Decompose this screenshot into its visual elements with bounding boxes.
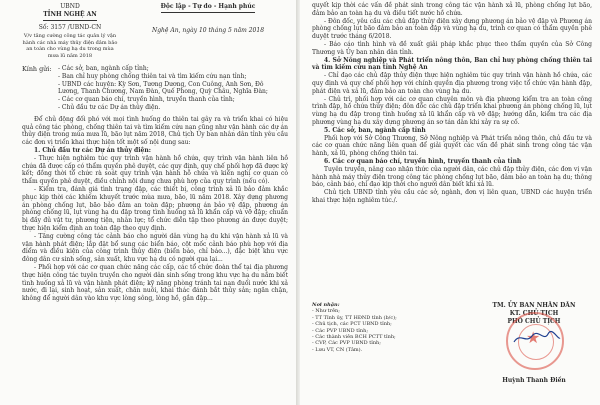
page-right bbox=[300, 0, 600, 405]
body-paragraph: - Kiểm tra, đánh giá tình trạng đập, các thiết bị, công trình xả lũ bảo đảm khắc phục kịp thời các khiếm khuyết trước mùa mưa, bão, lũ năm 2018. Xây dựng phương án phòng chống lụt, bão bảo đảm an toàn đập; phương án bảo vệ đập, phương án phòng chống lũ, lụt vùng hạ du đập trong tình huống xả lũ khẩn cấp và vỡ đập; chuẩn bị đầy đủ vật tư, phương tiện, nhân lực; tổ chức diễn tập theo phương án được duyệt; thực hiện kiểm định an toàn đập theo quy định. bbox=[22, 185, 288, 232]
recipients-title: Kính gửi: bbox=[22, 65, 52, 74]
body-paragraph: quyết kịp thời các vấn đề phát sinh trong công tác vận hành xả lũ, phòng chống lụt bão, đảm bảo an toàn hạ du và điều tiết nước hồ chứa. bbox=[312, 2, 592, 17]
body-paragraph: - Tăng cường công tác cảnh báo cho người dân vùng hạ du khi vận hành xả lũ và vận hành phát điện; lắp đặt bổ sung các biển báo, cột mốc cảnh báo phù hợp với địa điểm và điều kiện của công trình thủy điện (biển báo, chỉ báo...), đặc biệt khu vực đông dân cư sinh sống, sản xuất, khu vực hạ du có người qua lại... bbox=[22, 232, 288, 264]
body-paragraph: - Chỉ đạo các chủ đập thủy điện thực hiện nghiêm túc quy trình vận hành hồ chứa, các quy định và quy chế phối hợp với chính quyền địa phương trong việc tổ chức vận hành đập, phát điện và xả lũ, đảm bảo an toàn cho vùng hạ du. bbox=[312, 72, 592, 95]
recipients-section bbox=[22, 65, 288, 112]
recipient-item: - Các sở, ban, ngành cấp tỉnh; bbox=[58, 65, 149, 73]
document-subject: V/v tăng cường công tác quản lý vận hành các nhà máy thủy điện đảm bảo an toàn cho vùng hạ du trong mùa mưa lũ năm 2018 bbox=[22, 33, 118, 59]
distribution-title: Nơi nhận: bbox=[312, 302, 340, 308]
national-motto: Độc lập - Tự do - Hạnh phúc bbox=[128, 3, 288, 13]
body-right bbox=[312, 2, 592, 205]
body-paragraph: - Thực hiện nghiêm túc quy trình vận hành hồ chứa, quy trình vận hành liên hồ chứa đã được cấp có thẩm quyền phê duyệt, các quy định, quy chế phối hợp đã được ký kết; đồng thời tổ chức rà soát quy trình vận hành hồ chứa và kiến nghị cơ quan có thẩm quyền phê duyệt, điều chỉnh nội dung chưa phù hợp của quy trình (nếu có). bbox=[22, 154, 288, 186]
recipient-item: - Chủ đầu tư các Dự án thủy điện. bbox=[58, 104, 161, 111]
body-paragraph: Tuyên truyền, nâng cao nhận thức của người dân, các chủ đập thủy điện, các đơn vị vận hành nhà máy thủy điện trong công tác phòng chống lụt bão, đảm bảo an toàn hạ du; thông báo, cảnh báo, chỉ đạo kịp thời cho người dân biết khi xả lũ. bbox=[312, 165, 592, 189]
document-number: Số: 3157 /UBND-CN bbox=[38, 23, 102, 31]
body-paragraph: - Chủ trì, phối hợp với các cơ quan chuyên môn và địa phương kiểm tra an toàn công trình đập, hồ chứa thủy điện; đôn đốc các chủ đập triển khai phương án phòng chống lũ, lụt vùng hạ du đập trong tình huống xả lũ khẩn cấp và vỡ đập; hướng dẫn, kiểm tra các địa phương vùng hạ du xây dựng phương án sơ tán dân khi xảy ra sự cố. bbox=[312, 95, 592, 126]
section-heading: 4. Sở Nông nghiệp và Phát triển nông thôn, Ban chỉ huy phòng chống thiên tai và tìm kiếm cứu nạn tỉnh Nghệ An bbox=[312, 56, 592, 72]
body-paragraph: Để chủ động đối phó với mọi tình huống do thiên tai gây ra và triển khai có hiệu quả công tác phòng, chống thiên tai và tìm kiếm cứu nạn cũng như vận hành các dự án thủy điện trong mùa mưa lũ, bão lụt năm 2018, Chủ tịch Ủy ban nhân dân tỉnh yêu cầu các đơn vị triển khai thực hiện tốt một số nội dung sau: bbox=[22, 115, 288, 147]
signature-block bbox=[474, 302, 594, 385]
section-heading: 1. Chủ đầu tư các Dự án thủy điện: bbox=[34, 146, 151, 154]
issuer-name: TỈNH NGHỆ AN bbox=[22, 11, 118, 21]
signature-line-1: TM. ỦY BAN NHÂN DÂN bbox=[492, 302, 576, 309]
recipient-item: - UBND các huyện: Kỳ Sơn, Tương Dương, Con Cuông, Anh Sơn, Đô Lương, Thanh Chương, Nam Đàn, Quế Phong, Quỳ Châu, Nghĩa Đàn; bbox=[58, 80, 268, 96]
body-paragraph: - Phối hợp với các cơ quan chức năng các cấp, các tổ chức đoàn thể tại địa phương thực hiện công tác tuyên truyền cho người dân sinh sống trong khu vực hạ du nắm biết tình huống xả lũ và vận hành phát điện; kỹ năng phòng tránh tai nạn đuối nước khi xả nước, đi lại, sinh hoạt, sản xuất, chăn nuôi, khai thác đánh bắt thủy sản; ngăn chặn, không để người dân vào khu vực lòng sông, lòng hồ, gần đập... bbox=[22, 263, 288, 303]
signature-line-3: PHÓ CHỦ TỊCH bbox=[507, 317, 561, 325]
distribution-item: - Các PVP UBND tỉnh; bbox=[312, 327, 368, 334]
issuer-block bbox=[22, 3, 118, 59]
distribution-list bbox=[312, 302, 462, 353]
seal-star-icon: ★ bbox=[526, 328, 541, 347]
document-header bbox=[22, 3, 288, 59]
signature-line-2: KT. CHỦ TỊCH bbox=[509, 309, 559, 317]
distribution-item: - TT Tỉnh ủy, TT HĐND tỉnh (b/c); bbox=[312, 314, 397, 321]
body-left bbox=[22, 116, 288, 303]
signer-name: Huỳnh Thanh Điền bbox=[502, 377, 566, 385]
distribution-item: - Như trên; bbox=[312, 308, 340, 315]
distribution-items bbox=[312, 308, 462, 353]
distribution-item: - Các thành viên BCH PCTT tỉnh; bbox=[312, 334, 396, 341]
section-heading: 5. Các sở, ban, ngành cấp tỉnh bbox=[324, 126, 426, 134]
recipient-item: - Ban chỉ huy phòng chống thiên tai và tìm kiếm cứu nạn tỉnh; bbox=[58, 72, 247, 80]
page-left bbox=[0, 0, 296, 405]
motto-block bbox=[128, 3, 288, 59]
section-heading: 6. Các cơ quan báo chí, truyền hình, truyền thanh của tỉnh bbox=[324, 157, 522, 165]
body-paragraph: Phối hợp với Sở Công Thương, Sở Nông nghiệp và Phát triển nông thôn, chủ đầu tư và các cơ quan chức năng liên quan để giải quyết các vấn đề phát sinh trong công tác vận hành, xả lũ, phòng chống thiên tai. bbox=[312, 134, 592, 158]
body-paragraph: Chủ tịch UBND tỉnh yêu cầu các sở, ngành, đơn vị liên quan, UBND các huyện triển khai thực hiện nghiêm túc./. bbox=[312, 189, 592, 204]
distribution-item: - CVP, Các PVP UBND tỉnh; bbox=[312, 340, 381, 347]
recipient-item: - Các cơ quan báo chí, truyền hình, truyền thanh của tỉnh; bbox=[58, 96, 235, 104]
body-paragraph: - Báo cáo tình hình và đề xuất giải pháp khắc phục theo thẩm quyền của Sở Công Thương và Ủy ban nhân dân tỉnh. bbox=[312, 40, 592, 56]
body-paragraph: - Đôn đốc, yêu cầu các chủ đập thủy điện xây dựng phương án bảo vệ đập và Phương án phòng chống lụt bão đảm bảo an toàn đập và vùng hạ du, trình cơ quan có thẩm quyền phê duyệt trước tháng 6/2018. bbox=[312, 17, 592, 41]
issuer-org: UBND bbox=[60, 3, 80, 10]
distribution-item: - Chủ tịch, các PCT UBND tỉnh; bbox=[312, 321, 392, 328]
distribution-item: - Lưu VT, CN (Tâm). bbox=[312, 346, 363, 353]
handwritten-signature-icon bbox=[512, 330, 562, 346]
recipients-list bbox=[58, 65, 278, 112]
place-date: Nghệ An, ngày 10 tháng 5 năm 2018 bbox=[151, 26, 265, 34]
